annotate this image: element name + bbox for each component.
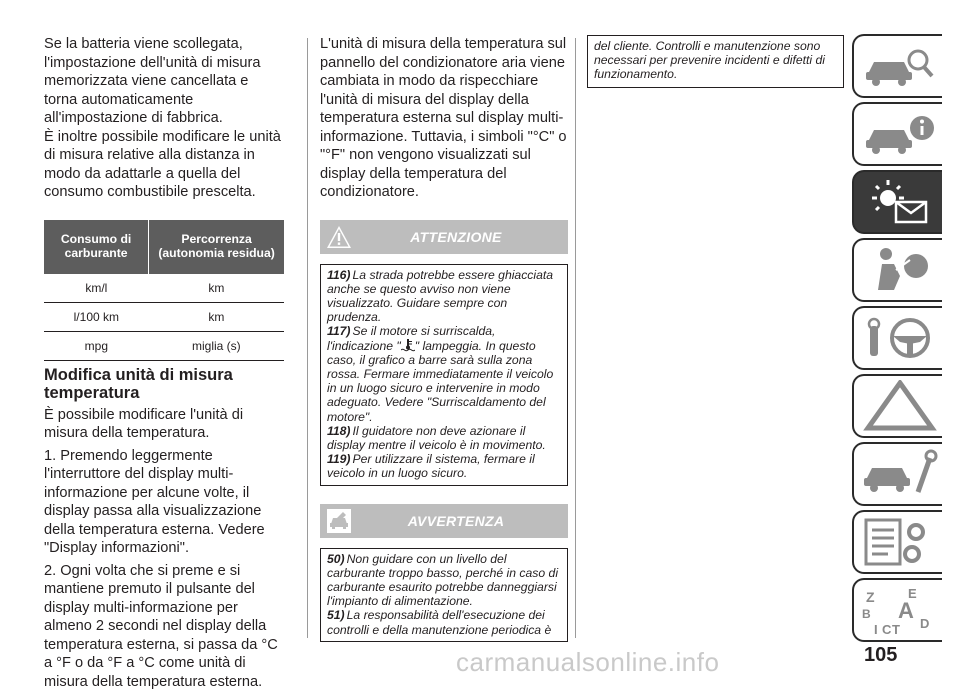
svg-text:I: I <box>874 622 878 636</box>
attention-title: ATTENZIONE <box>320 229 568 245</box>
column-divider <box>307 38 308 638</box>
column-divider <box>575 38 576 638</box>
list-gear-icon <box>860 516 940 568</box>
key-steering-icon <box>860 312 940 364</box>
table-cell: l/100 km <box>44 302 149 331</box>
table-row <box>44 302 284 331</box>
caution-continuation: del cliente. Controlli e manutenzione sono necessari per prevenire incidenti e difetti di funzionamento. <box>587 35 844 88</box>
table-cell: km <box>149 274 284 303</box>
alphabet-index-icon <box>860 584 940 636</box>
svg-text:Z: Z <box>866 589 875 605</box>
svg-text:A: A <box>898 598 914 623</box>
middle-column <box>320 35 568 642</box>
svg-text:C: C <box>882 622 892 636</box>
step-2: 2. Ogni volta che si preme e si mantiene premuto il pulsante del display multi-informazione per almeno 2 secondi nel display della temperatura esterna, si passa da °C a °F o da °F a °C come unità di misura della temperatura esterna. <box>44 562 284 691</box>
svg-text:D: D <box>920 616 929 631</box>
info-tab[interactable] <box>852 102 942 166</box>
table-header-consumption: Consumo di carburante <box>44 220 149 274</box>
instruments-tab[interactable] <box>852 170 942 234</box>
section-title: Modifica unità di misura temperatura <box>44 366 284 402</box>
coolant-temperature-icon <box>401 339 415 352</box>
watermark: carmanualsonline.info <box>456 647 719 678</box>
caution-body <box>320 548 568 642</box>
car-search-icon <box>860 40 940 92</box>
index-tab[interactable] <box>852 578 942 642</box>
page-number: 105 <box>864 644 897 667</box>
attention-item: 116) La strada potrebbe essere ghiacciata anche se questo avviso non viene visualizzato. Guidare sempre con prudenza. <box>327 268 561 325</box>
technical-data-tab[interactable] <box>852 510 942 574</box>
knowing-car-tab[interactable] <box>852 34 942 98</box>
car-wrench-icon <box>860 448 940 500</box>
unit-table <box>44 220 284 361</box>
caution-header <box>320 504 568 538</box>
safety-tab[interactable] <box>852 238 942 302</box>
table-cell: km/l <box>44 274 149 303</box>
table-cell: km <box>149 302 284 331</box>
svg-text:E: E <box>908 586 917 601</box>
right-column <box>587 35 844 88</box>
emergency-tab[interactable] <box>852 374 942 438</box>
svg-text:T: T <box>892 622 900 636</box>
left-column <box>44 35 284 691</box>
airbag-person-icon <box>860 244 940 296</box>
section-intro: È possibile modificare l'unità di misura della temperatura. <box>44 406 284 443</box>
caution-title: AVVERTENZA <box>320 513 568 529</box>
starting-driving-tab[interactable] <box>852 306 942 370</box>
battery-reset-paragraph: Se la batteria viene scollegata, l'impostazione dell'unità di misura memorizzata viene cancellata e torna automaticamente all'impostazione di fabbrica. <box>44 35 284 128</box>
attention-body <box>320 264 568 486</box>
distance-unit-paragraph: È inoltre possibile modificare le unità di misura relative alla distanza in modo da adattarle a quella del consumo combustibile prescelta. <box>44 128 284 202</box>
attention-item: 119) Per utilizzare il sistema, fermare il veicolo in un luogo sicuro. <box>327 452 561 480</box>
svg-text:B: B <box>862 607 871 621</box>
table-cell: miglia (s) <box>149 331 284 360</box>
table-row <box>44 331 284 360</box>
maintenance-tab[interactable] <box>852 442 942 506</box>
warning-triangle-icon <box>860 380 940 432</box>
attention-item: 117) Se il motore si surriscalda, l'indicazione " " lampeggia. In questo caso, il grafico a barre sarà sulla zona rossa. Fermare immediatamente il veicolo in un luogo sicuro e intervenire in modo adeguato. Vedere "Surriscaldamento del motore". <box>327 324 561 423</box>
caution-callout <box>320 504 568 642</box>
table-cell: mpg <box>44 331 149 360</box>
ac-unit-paragraph: L'unità di misura della temperatura sul pannello del condizionatore aria viene cambiata in modo da rispecchiare l'unità di misura del display della temperatura esterna sul display multi-informazione. Tuttavia, i simboli "°C" o "°F" non vengono visualizzati sul display della temperatura del condizionatore. <box>320 35 568 202</box>
table-header-range: Percorrenza (autonomia residua) <box>149 220 284 274</box>
attention-item: 118) Il guidatore non deve azionare il display mentre il veicolo è in movimento. <box>327 424 561 452</box>
attention-header <box>320 220 568 254</box>
light-message-icon <box>860 176 940 228</box>
attention-callout <box>320 220 568 486</box>
car-info-icon <box>860 108 940 160</box>
table-row <box>44 274 284 303</box>
chapter-tabs <box>852 0 960 678</box>
step-1: 1. Premendo leggermente l'interruttore del display multi-informazione per alcune volte, il display passa alla visualizzazione della temperatura esterna. Vedere "Display informazioni". <box>44 447 284 558</box>
caution-item: 51) La responsabilità dell'esecuzione dei controlli e della manutenzione periodica è <box>327 608 561 636</box>
caution-item: 50) Non guidare con un livello del carburante troppo basso, perché in caso di carburante esaurito potrebbe danneggiarsi l'impianto di alimentazione. <box>327 552 561 609</box>
